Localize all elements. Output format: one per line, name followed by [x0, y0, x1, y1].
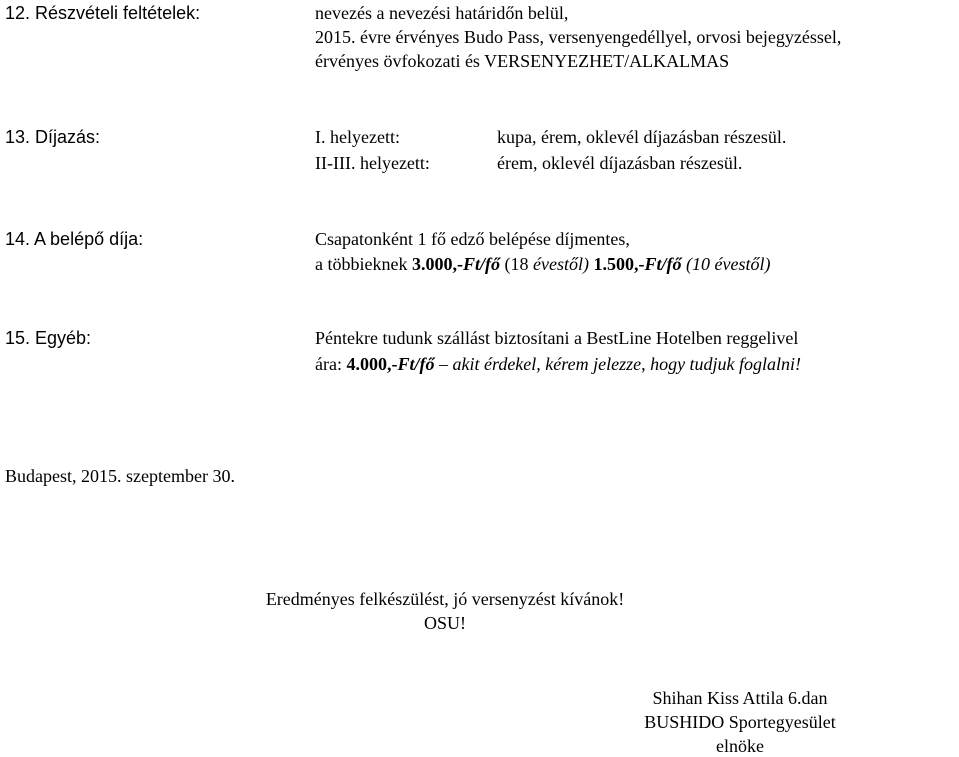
section-15-label: 15. Egyéb: — [5, 328, 92, 348]
section-12-line-3: érvényes övfokozati és VERSENYEZHET/ALKALMAS — [315, 51, 730, 71]
place-and-date: Budapest, 2015. szeptember 30. — [5, 466, 235, 486]
closing-osu: OSU! — [423, 613, 466, 633]
other-line-1: Péntekre tudunk szállást biztosítani a BestLine Hotelben reggelivel — [315, 328, 799, 348]
signature-name: Shihan Kiss Attila 6.dan — [652, 688, 828, 708]
fee-child-amount: 1.500,- — [588, 254, 645, 274]
fee-adult-age-suffix: évestől) — [533, 254, 589, 274]
hotel-note: – akit érdekel, kérem jelezze, hogy tudjuk foglalni! — [434, 354, 802, 374]
entry-fee-line-2 — [315, 253, 770, 275]
fee-adult-unit: Ft/fő — [462, 254, 500, 274]
fee-child-unit: Ft/fő — [644, 254, 682, 274]
entry-fee-text: a többieknek — [315, 254, 412, 274]
section-12-line-2: 2015. évre érvényes Budo Pass, versenyengedéllyel, orvosi bejegyzéssel, — [315, 27, 842, 47]
hotel-price-amount: 4.000,- — [346, 354, 398, 374]
entry-fee-line-1: Csapatonként 1 fő edző belépése díjmentes, — [315, 229, 630, 249]
section-13-label: 13. Díjazás: — [5, 127, 101, 147]
place-1-label: I. helyezett: — [315, 127, 400, 147]
place-2-label: II-III. helyezett: — [315, 153, 430, 173]
hotel-price-unit: Ft/fő — [397, 354, 435, 374]
place-1-prize: kupa, érem, oklevél díjazásban részesül. — [497, 127, 787, 147]
fee-adult-amount: 3.000,- — [411, 254, 463, 274]
signature-organization: BUSHIDO Sportegyesület — [644, 712, 836, 732]
signature-role: elnöke — [716, 736, 764, 756]
place-2-prize: érem, oklevél díjazásban részesül. — [497, 153, 743, 173]
fee-adult-age: (18 — [500, 254, 533, 274]
closing-wish: Eredményes felkészülést, jó versenyzést kívánok! — [265, 589, 625, 609]
other-line-2 — [315, 353, 801, 375]
section-12-line-1: nevezés a nevezési határidőn belül, — [315, 3, 569, 23]
section-14-label: 14. A belépő díja: — [5, 229, 144, 249]
fee-child-age: (10 évestől) — [681, 254, 771, 274]
section-12-label: 12. Részvételi feltételek: — [5, 3, 201, 23]
hotel-price-label: ára: — [315, 354, 347, 374]
